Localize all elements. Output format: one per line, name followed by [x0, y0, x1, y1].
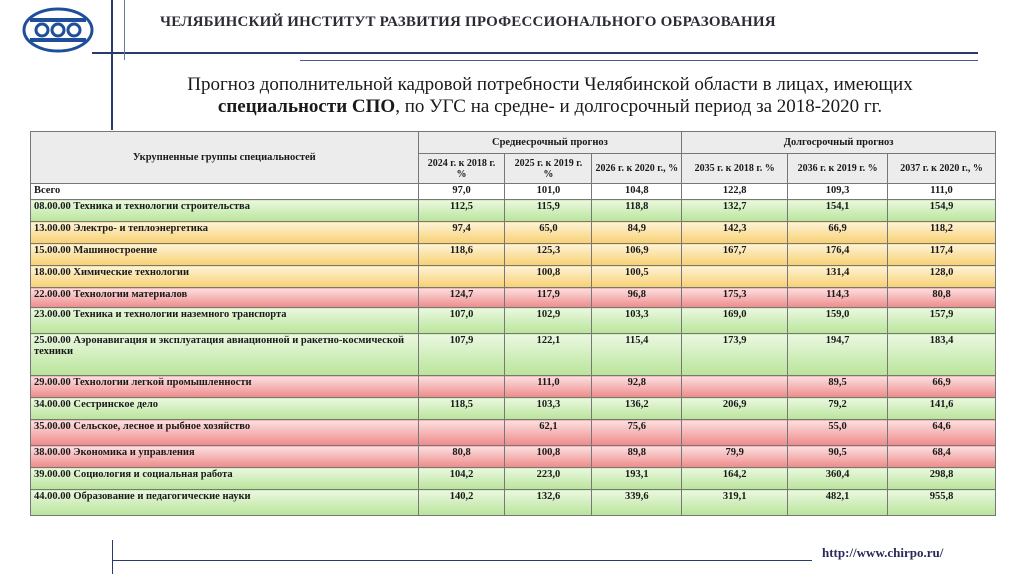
row-label: 13.00.00 Электро- и теплоэнергетика [31, 222, 419, 244]
cell-value: 104,8 [592, 184, 682, 200]
column-header: 2037 г. к 2020 г., % [888, 154, 996, 184]
column-header: 2025 г. к 2019 г. % [505, 154, 592, 184]
table-row [31, 222, 996, 244]
cell-value [682, 420, 788, 446]
cell-value: 111,0 [505, 376, 592, 398]
cell-value: 298,8 [888, 468, 996, 490]
table-row [31, 446, 996, 468]
cell-value: 84,9 [592, 222, 682, 244]
cell-value: 131,4 [788, 266, 888, 288]
cell-value: 107,0 [418, 308, 505, 334]
row-label: 44.00.00 Образование и педагогические науки [31, 490, 419, 516]
cell-value: 96,8 [592, 288, 682, 308]
column-header: 2035 г. к 2018 г. % [682, 154, 788, 184]
cell-value: 90,5 [788, 446, 888, 468]
logo [22, 6, 94, 54]
cell-value: 55,0 [788, 420, 888, 446]
cell-value: 167,7 [682, 244, 788, 266]
cell-value: 68,4 [888, 446, 996, 468]
cell-value: 103,3 [592, 308, 682, 334]
cell-value: 194,7 [788, 334, 888, 376]
row-label: 25.00.00 Аэронавигация и эксплуатация авиационной и ракетно-космической техники [31, 334, 419, 376]
cell-value: 75,6 [592, 420, 682, 446]
cell-value: 360,4 [788, 468, 888, 490]
column-header: 2024 г. к 2018 г. % [418, 154, 505, 184]
cell-value: 482,1 [788, 490, 888, 516]
cell-value: 169,0 [682, 308, 788, 334]
cell-value: 173,9 [682, 334, 788, 376]
cell-value: 109,3 [788, 184, 888, 200]
cell-value: 142,3 [682, 222, 788, 244]
cell-value [682, 266, 788, 288]
page-title-line2 [120, 96, 980, 118]
cell-value: 154,9 [888, 200, 996, 222]
cell-value: 955,8 [888, 490, 996, 516]
table-row [31, 200, 996, 222]
cell-value: 339,6 [592, 490, 682, 516]
row-label: 29.00.00 Технологии легкой промышленности [31, 376, 419, 398]
row-label: 34.00.00 Сестринское дело [31, 398, 419, 420]
row-label: 08.00.00 Техника и технологии строительства [31, 200, 419, 222]
cell-value: 132,7 [682, 200, 788, 222]
cell-value: 159,0 [788, 308, 888, 334]
cell-value: 107,9 [418, 334, 505, 376]
divider-bottom-left [112, 540, 113, 574]
cell-value: 193,1 [592, 468, 682, 490]
cell-value: 118,6 [418, 244, 505, 266]
cell-value: 80,8 [418, 446, 505, 468]
cell-value: 104,2 [418, 468, 505, 490]
cell-value: 118,2 [888, 222, 996, 244]
cell-value: 118,5 [418, 398, 505, 420]
cell-value: 117,4 [888, 244, 996, 266]
cell-value: 79,9 [682, 446, 788, 468]
cell-value: 122,1 [505, 334, 592, 376]
cell-value [418, 376, 505, 398]
cell-value: 80,8 [888, 288, 996, 308]
cell-value: 100,8 [505, 446, 592, 468]
row-label: 22.00.00 Технологии материалов [31, 288, 419, 308]
divider-top [92, 52, 978, 54]
cell-value: 92,8 [592, 376, 682, 398]
cell-value: 89,5 [788, 376, 888, 398]
header-long: Долгосрочный прогноз [682, 132, 996, 154]
cell-value [418, 266, 505, 288]
row-label: 38.00.00 Экономика и управления [31, 446, 419, 468]
table-row [31, 490, 996, 516]
page-title-rest: , по УГС на средне- и долгосрочный период за 2018-2020 гг. [395, 96, 883, 117]
cell-value [418, 420, 505, 446]
row-label: Всего [31, 184, 419, 200]
cell-value: 106,9 [592, 244, 682, 266]
table-row [31, 420, 996, 446]
cell-value: 111,0 [888, 184, 996, 200]
cell-value: 132,6 [505, 490, 592, 516]
cell-value: 125,3 [505, 244, 592, 266]
cell-value: 118,8 [592, 200, 682, 222]
page-title-line1: Прогноз дополнительной кадровой потребности Челябинской области в лицах, имеющих [187, 74, 913, 95]
table-row [31, 398, 996, 420]
divider-vertical-thin [124, 0, 125, 60]
cell-value: 140,2 [418, 490, 505, 516]
cell-value: 124,7 [418, 288, 505, 308]
cell-value: 115,4 [592, 334, 682, 376]
cell-value [682, 376, 788, 398]
cell-value: 206,9 [682, 398, 788, 420]
column-header: 2036 г. к 2019 г. % [788, 154, 888, 184]
table-row [31, 266, 996, 288]
cell-value: 164,2 [682, 468, 788, 490]
column-header: 2026 г. к 2020 г., % [592, 154, 682, 184]
cell-value: 66,9 [788, 222, 888, 244]
divider-bottom [112, 560, 812, 561]
cell-value: 112,5 [418, 200, 505, 222]
header-medium: Среднесрочный прогноз [418, 132, 682, 154]
table-row [31, 288, 996, 308]
cell-value: 102,9 [505, 308, 592, 334]
table-row [31, 334, 996, 376]
cell-value: 89,8 [592, 446, 682, 468]
page-title-bold: специальности СПО [217, 96, 396, 117]
table-row [31, 244, 996, 266]
row-label: 39.00.00 Социология и социальная работа [31, 468, 419, 490]
row-label: 23.00.00 Техника и технологии наземного транспорта [31, 308, 419, 334]
cell-value: 114,3 [788, 288, 888, 308]
divider-sub [300, 60, 978, 61]
cell-value: 100,5 [592, 266, 682, 288]
cell-value: 122,8 [682, 184, 788, 200]
table-row [31, 376, 996, 398]
cell-value: 97,0 [418, 184, 505, 200]
cell-value: 103,3 [505, 398, 592, 420]
cell-value: 65,0 [505, 222, 592, 244]
table-row [31, 308, 996, 334]
forecast-table [30, 131, 996, 516]
row-label: 15.00.00 Машиностроение [31, 244, 419, 266]
cell-value: 66,9 [888, 376, 996, 398]
cell-value: 97,4 [418, 222, 505, 244]
org-title: ЧЕЛЯБИНСКИЙ ИНСТИТУТ РАЗВИТИЯ ПРОФЕССИОНАЛЬНОГО ОБРАЗОВАНИЯ [160, 14, 776, 30]
cell-value: 223,0 [505, 468, 592, 490]
cell-value: 157,9 [888, 308, 996, 334]
cell-value: 319,1 [682, 490, 788, 516]
cell-value: 141,6 [888, 398, 996, 420]
cell-value: 64,6 [888, 420, 996, 446]
cell-value: 62,1 [505, 420, 592, 446]
cell-value: 79,2 [788, 398, 888, 420]
cell-value: 117,9 [505, 288, 592, 308]
cell-value: 100,8 [505, 266, 592, 288]
cell-value: 128,0 [888, 266, 996, 288]
row-label: 18.00.00 Химические технологии [31, 266, 419, 288]
table-row [31, 468, 996, 490]
footer-link[interactable]: http://www.chirpo.ru/ [822, 545, 944, 560]
cell-value: 101,0 [505, 184, 592, 200]
table-row [31, 184, 996, 200]
divider-vertical [111, 0, 113, 130]
cell-value: 183,4 [888, 334, 996, 376]
cell-value: 154,1 [788, 200, 888, 222]
header-group: Укрупненные группы специальностей [31, 132, 419, 184]
page-title [120, 74, 980, 118]
cell-value: 175,3 [682, 288, 788, 308]
row-label: 35.00.00 Сельское, лесное и рыбное хозяйство [31, 420, 419, 446]
cell-value: 136,2 [592, 398, 682, 420]
cell-value: 115,9 [505, 200, 592, 222]
cell-value: 176,4 [788, 244, 888, 266]
